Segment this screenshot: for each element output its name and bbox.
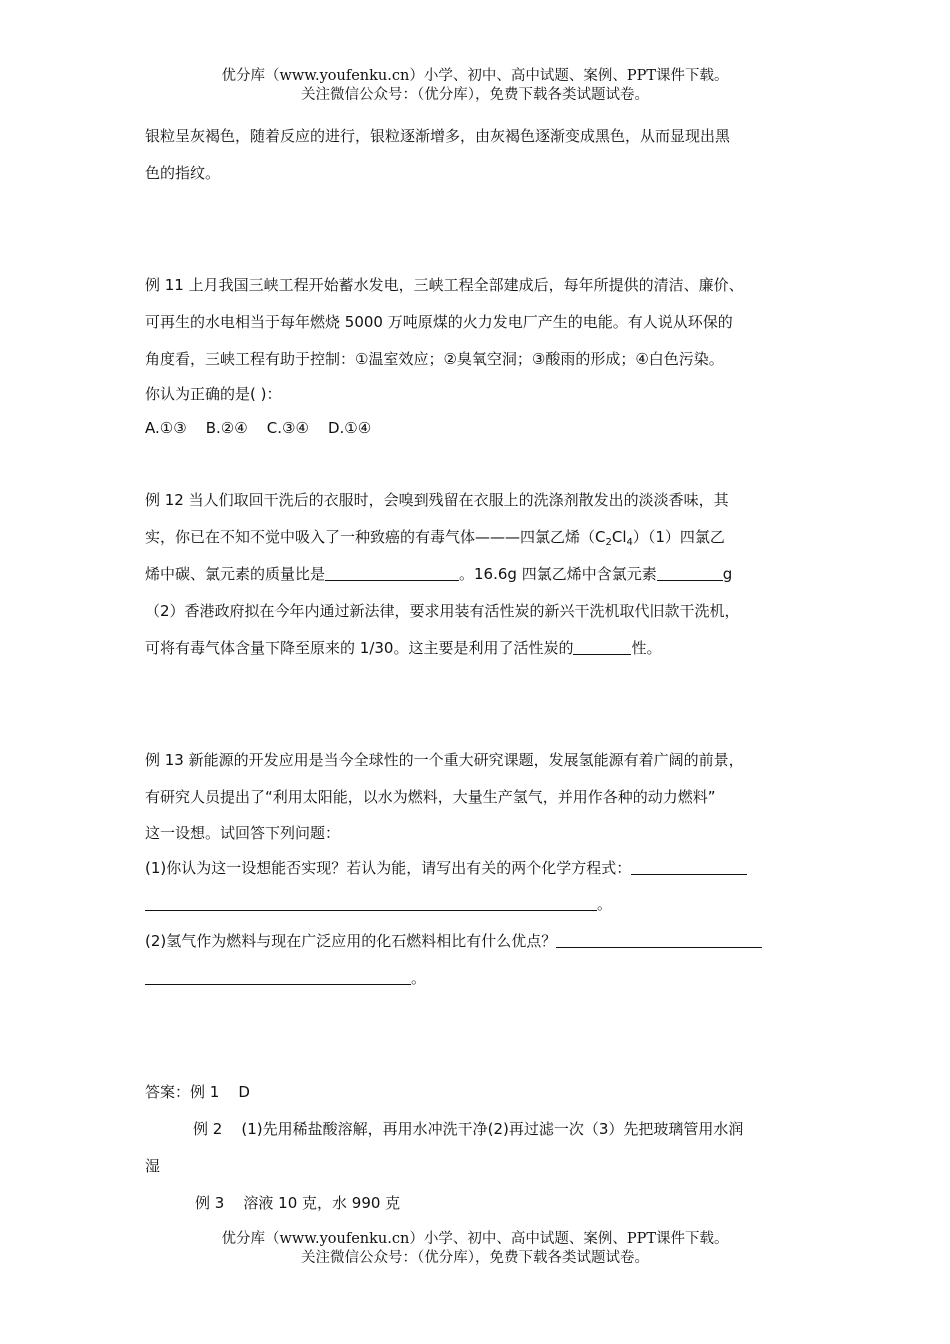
answer-line-1: 答案：例 1 D — [145, 1083, 250, 1101]
page-footer — [0, 1230, 950, 1268]
property-blank[interactable] — [573, 638, 631, 655]
ex12-line-2-a: 实，你已在不知不觉中吸入了一种致癌的有毒气体———四氯乙烯（C — [145, 528, 606, 546]
example-12 — [145, 482, 810, 667]
ex11-line-2: 可再生的水电相当于每年燃烧 5000 万吨原煤的火力发电厂产生的电能。有人说从环保的 — [145, 313, 733, 331]
example-13 — [145, 742, 810, 997]
advantage-blank-1[interactable] — [556, 931, 762, 948]
continuation-line-2: 色的指纹。 — [145, 164, 221, 182]
ex11-options: A.①③ B.②④ C.③④ D.①④ — [145, 419, 372, 437]
ex12-sub-1: 2 — [605, 537, 612, 548]
ex13-q1-cont — [145, 886, 810, 923]
ex12-line-1: 例 12 当人们取回干洗后的衣服时，会嗅到残留在衣服上的洗涤剂散发出的淡淡香味，其 — [145, 491, 729, 509]
advantage-blank-2[interactable] — [145, 968, 411, 985]
footer-line-1: 优分库（www.youfenku.cn）小学、初中、高中试题、案例、PPT课件下载。 — [221, 1231, 729, 1247]
equation-blank-2[interactable] — [145, 894, 597, 911]
ex13-q1 — [145, 850, 810, 886]
continuation-line-1: 银粒呈灰褐色，随着反应的进行，银粒逐渐增多，由灰褐色逐渐变成黑色，从而显现出黑 — [145, 127, 731, 145]
ex13-q2-end: 。 — [411, 969, 427, 987]
ex12-line-3 — [145, 556, 810, 593]
ex12-line-3-b: 。16.6g 四氯乙烯中含氯元素 — [459, 565, 657, 583]
footer-line-2: 关注微信公众号：（优分库），免费下载各类试题试卷。 — [301, 1250, 649, 1266]
ex12-line-2-b: Cl — [611, 528, 627, 546]
answer-line-2: 例 2 (1)先用稀盐酸溶解，再用水冲洗干净(2)再过滤一次（3）先把玻璃管用水润 — [193, 1120, 744, 1138]
answer-line-4: 例 3 溶液 10 克，水 990 克 — [195, 1194, 401, 1212]
ex12-line-5-a: 可将有毒气体含量下降至原来的 1/30。这主要是利用了活性炭的 — [145, 639, 574, 657]
ex12-line-5 — [145, 630, 810, 667]
ex12-line-5-b: 性。 — [631, 639, 662, 657]
ex12-sub-2: 4 — [626, 537, 633, 548]
ex13-q2-text: (2)氢气作为燃料与现在广泛应用的化石燃料相比有什么优点？ — [145, 932, 557, 950]
ex12-line-3-c: g — [722, 565, 733, 583]
example-11 — [145, 267, 810, 446]
ex13-line-2: 有研究人员提出了“利用太阳能，以水为燃料，大量生产氢气，并用作各种的动力燃料” — [145, 788, 716, 806]
header-line-1: 优分库（www.youfenku.cn）小学、初中、高中试题、案例、PPT课件下载。 — [221, 68, 729, 84]
ex12-line-4: （2）香港政府拟在今年内通过新法律，要求用装有活性炭的新兴干洗机取代旧款干洗机， — [145, 602, 740, 620]
answers — [145, 1074, 810, 1222]
mass-ratio-blank[interactable] — [325, 564, 459, 581]
page-header — [0, 67, 950, 105]
ex12-line-3-a: 烯中碳、氯元素的质量比是 — [145, 565, 326, 583]
ex13-q2 — [145, 923, 810, 960]
ex13-q1-end: 。 — [597, 895, 613, 913]
equation-blank-1[interactable] — [631, 858, 747, 875]
ex11-line-3: 角度看，三峡工程有助于控制：①温室效应；②臭氧空洞；③酸雨的形成；④白色污染。 — [145, 350, 724, 368]
ex11-line-1: 例 11 上月我国三峡工程开始蓄水发电，三峡工程全部建成后，每年所提供的清洁、廉价、 — [145, 276, 744, 294]
ex13-q2-cont — [145, 960, 810, 997]
ex13-line-1: 例 13 新能源的开发应用是当今全球性的一个重大研究课题，发展氢能源有着广阔的前景， — [145, 751, 744, 769]
ex13-q1-text: (1)你认为这一设想能否实现？若认为能，请写出有关的两个化学方程式： — [145, 859, 632, 877]
ex12-line-2-c: ）（1）四氯乙 — [632, 528, 725, 546]
answer-line-3: 湿 — [145, 1157, 161, 1175]
continuation-text — [145, 118, 810, 192]
ex13-line-3: 这一设想。试回答下列问题： — [145, 824, 341, 842]
ex11-line-4: 你认为正确的是( )： — [145, 385, 282, 403]
ex12-line-2 — [145, 519, 810, 556]
header-line-2: 关注微信公众号：（优分库），免费下载各类试题试卷。 — [301, 87, 649, 103]
chlorine-mass-blank[interactable] — [657, 564, 723, 581]
